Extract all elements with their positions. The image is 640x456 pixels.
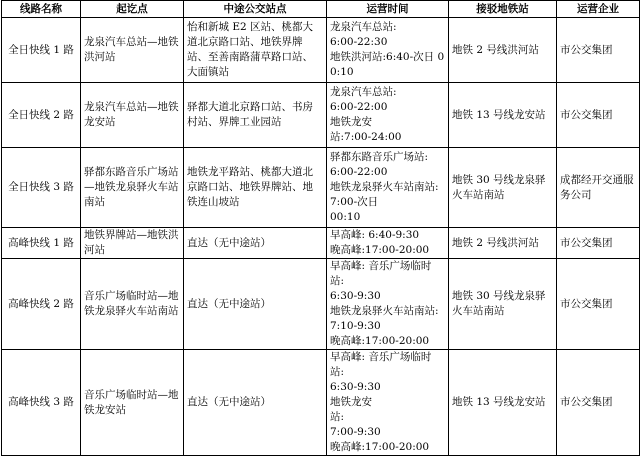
operating-hours-cell	[327, 83, 449, 148]
hours-line: 地铁洪河站:6:40-次日 00:10	[330, 51, 445, 78]
table-header-row	[2, 1, 640, 18]
hours-line: 早高峰: 6:40-9:30	[330, 229, 420, 241]
route-name-cell: 全日快线 1 路	[2, 18, 81, 83]
hours-line: 6:00-22:00	[330, 101, 388, 113]
intermediate-stops-cell: 直达（无中途站）	[184, 350, 327, 456]
intermediate-stops-cell: 驿都大道北京路口站、书房村站、界牌工业园站	[184, 83, 327, 148]
intermediate-stops-cell: 直达（无中途站）	[184, 259, 327, 350]
hours-line: 早高峰: 音乐广场临时站:	[330, 260, 432, 287]
hours-line: 驿都东路音乐广场站:	[330, 151, 429, 163]
table-row	[2, 148, 640, 228]
header-operator: 运营企业	[557, 1, 640, 18]
hours-line: 地铁龙安	[330, 116, 372, 128]
hours-line: 龙泉汽车总站:	[330, 86, 397, 98]
operator-cell: 成都经开交通服务公司	[557, 148, 640, 228]
hours-line: 6:00-22:00	[330, 166, 388, 178]
hours-line: 00:10	[330, 211, 361, 223]
operator-cell: 市公交集团	[557, 83, 640, 148]
operator-cell: 市公交集团	[557, 228, 640, 259]
metro-connection-cell: 地铁 2 号线洪河站	[449, 18, 557, 83]
metro-connection-cell: 地铁 13 号线龙安站	[449, 83, 557, 148]
route-name-cell: 高峰快线 2 路	[2, 259, 81, 350]
operating-hours-cell	[327, 228, 449, 259]
metro-connection-cell: 地铁 13 号线龙安站	[449, 350, 557, 456]
hours-line: 6:30-9:30	[330, 381, 381, 393]
bus-routes-table-sheet	[1, 0, 639, 453]
header-endpoints: 起讫点	[81, 1, 184, 18]
route-name-cell: 高峰快线 1 路	[2, 228, 81, 259]
header-intermediate-stops: 中途公交站点	[184, 1, 327, 18]
route-name-cell: 全日快线 3 路	[2, 148, 81, 228]
intermediate-stops-cell: 地铁龙平路站、桃都大道北京路口站、地铁界牌站、地铁连山坡站	[184, 148, 327, 228]
header-operating-hours: 运营时间	[327, 1, 449, 18]
hours-line: 早高峰: 音乐广场临时站:	[330, 351, 432, 378]
metro-connection-cell: 地铁 30 号线龙泉驿火车站南站	[449, 259, 557, 350]
endpoints-cell: 龙泉汽车总站—地铁龙安站	[81, 83, 184, 148]
header-route-name: 线路名称	[2, 1, 81, 18]
intermediate-stops-cell: 直达（无中途站）	[184, 228, 327, 259]
hours-line: 站:	[330, 411, 345, 423]
operator-cell: 市公交集团	[557, 259, 640, 350]
operating-hours-cell	[327, 350, 449, 456]
hours-line: 地铁龙泉驿火车站南站:	[330, 305, 439, 317]
metro-connection-cell: 地铁 2 号线洪河站	[449, 228, 557, 259]
table-row	[2, 350, 640, 456]
operator-cell: 市公交集团	[557, 350, 640, 456]
bus-routes-table	[1, 0, 640, 456]
hours-line: 龙泉汽车总站:	[330, 21, 397, 33]
hours-line: 6:30-9:30	[330, 290, 381, 302]
hours-line: 地铁龙安	[330, 396, 372, 408]
hours-line: 6:00-22:30	[330, 36, 388, 48]
operator-cell: 市公交集团	[557, 18, 640, 83]
endpoints-cell: 地铁界牌站—地铁洪河站	[81, 228, 184, 259]
table-row	[2, 18, 640, 83]
endpoints-cell: 驿都东路音乐广场站—地铁龙泉驿火车站南站	[81, 148, 184, 228]
route-name-cell: 高峰快线 3 路	[2, 350, 81, 456]
hours-line: 7:10-9:30	[330, 320, 381, 332]
header-metro-connection: 接驳地铁站	[449, 1, 557, 18]
route-name-cell: 全日快线 2 路	[2, 83, 81, 148]
table-row	[2, 259, 640, 350]
hours-line: 晚高峰:17:00-20:00	[330, 441, 430, 453]
hours-line: 站:7:00-24:00	[330, 131, 402, 143]
operating-hours-cell	[327, 18, 449, 83]
endpoints-cell: 音乐广场临时站—地铁龙泉驿火车站南站	[81, 259, 184, 350]
intermediate-stops-cell: 怡和新城 E2 区站、桃都大道北京路口站、地铁界牌站、至善南路蒲草路口站、大面镇站	[184, 18, 327, 83]
table-row	[2, 228, 640, 259]
endpoints-cell: 龙泉汽车总站—地铁洪河站	[81, 18, 184, 83]
table-row	[2, 83, 640, 148]
hours-line: 晚高峰:17:00-20:00	[330, 335, 430, 347]
operating-hours-cell	[327, 148, 449, 228]
metro-connection-cell: 地铁 30 号线龙泉驿火车站南站	[449, 148, 557, 228]
hours-line: 晚高峰:17:00-20:00	[330, 244, 430, 256]
hours-line: 7:00-9:30	[330, 426, 381, 438]
hours-line: 地铁龙泉驿火车站南站:7:00-次日	[330, 181, 439, 208]
operating-hours-cell	[327, 259, 449, 350]
endpoints-cell: 音乐广场临时站—地铁龙安站	[81, 350, 184, 456]
